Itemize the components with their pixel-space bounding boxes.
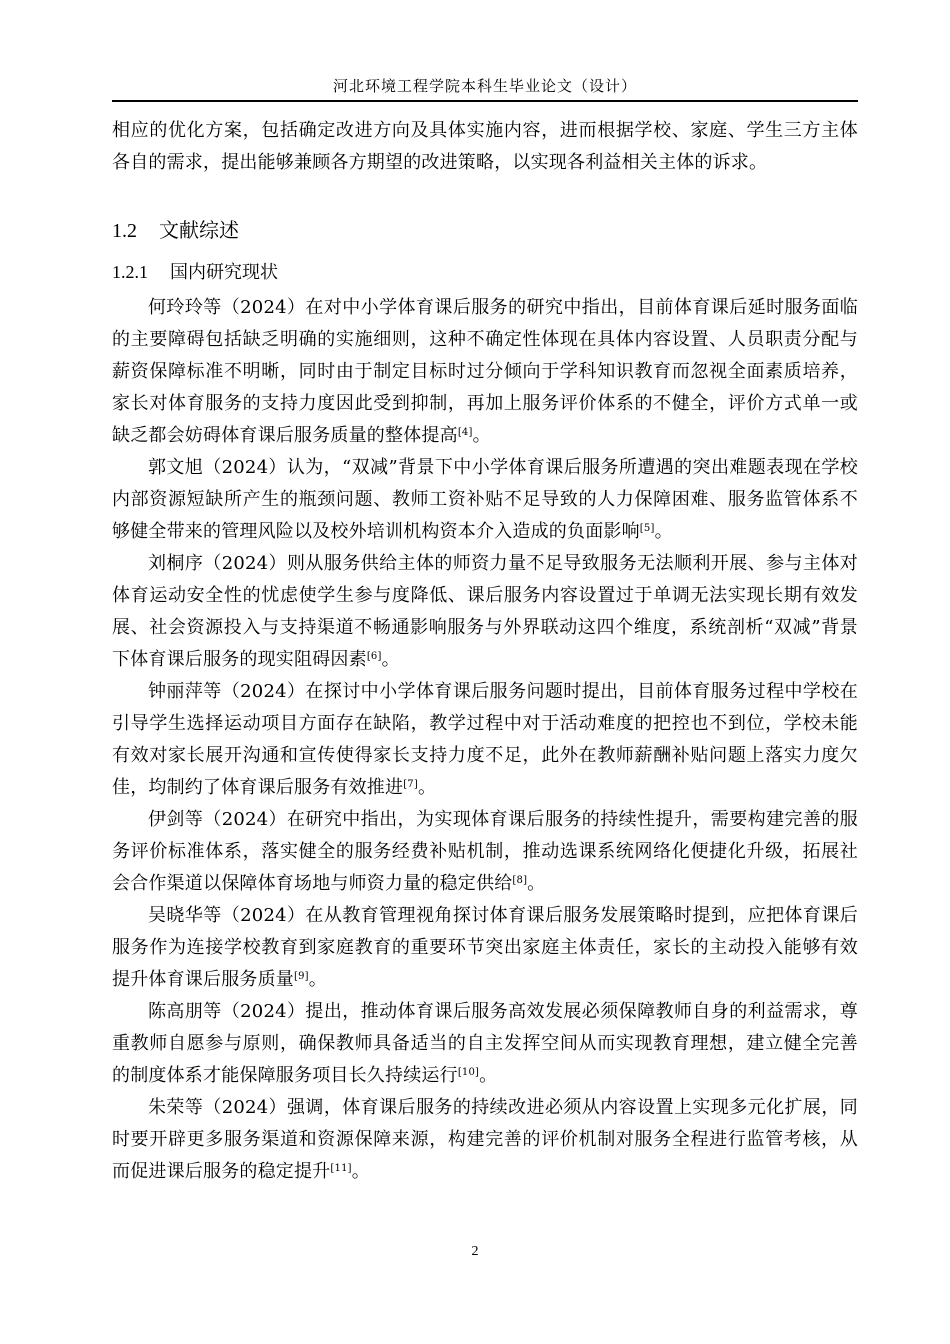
body-paragraph [112, 676, 858, 804]
paragraph-text: 陈高朋等（2024）提出，推动体育课后服务高效发展必须保障教师自身的利益需求，尊重教师自愿参与原则，确保教师具备适当的自主发挥空间从而实现教育理想，建立健全完善的制度体系才能保障服务项目长久持续运行 [112, 1001, 858, 1086]
paragraph-text: 吴晓华等（2024）在从教育管理视角探讨体育课后服务发展策略时提到，应把体育课后服务作为连接学校教育到家庭教育的重要环节突出家庭主体责任，家长的主动投入能够有效提升体育课后服务质量 [112, 905, 858, 990]
paragraph-end: 。 [351, 1161, 370, 1182]
body-paragraph [112, 900, 858, 996]
paragraph-end: 。 [381, 649, 400, 670]
paragraph-text: 郭文旭（2024）认为，“双减”背景下中小学体育课后服务所遭遇的突出难题表现在学校内部资源短缺所产生的瓶颈问题、教师工资补贴不足导致的人力保障困难、服务监管体系不够健全带来的管理风险以及校外培训机构资本介入造成的负面影响 [112, 457, 858, 542]
body-paragraph [112, 452, 858, 548]
citation-ref: [11] [330, 1163, 352, 1174]
section-number: 1.2 [112, 220, 137, 242]
citation-ref: [5] [639, 523, 655, 534]
subsection-title: 国内研究现状 [170, 262, 278, 283]
citation-ref: [8] [512, 875, 528, 886]
running-header: 河北环境工程学院本科生毕业论文（设计） [332, 77, 637, 95]
section-heading [112, 216, 858, 245]
section-title: 文献综述 [159, 218, 239, 242]
body-paragraph [112, 804, 858, 900]
subsection-heading [112, 259, 858, 286]
citation-ref: [7] [403, 779, 418, 790]
header-rule [112, 100, 858, 102]
citation-ref: [9] [294, 971, 309, 982]
paragraph-text: 钟丽萍等（2024）在探讨中小学体育课后服务问题时提出，目前体育服务过程中学校在引导学生选择运动项目方面存在缺陷，教学过程中对于活动难度的把控也不到位，学校未能有效对家长展开沟通和宣传使得家长支持力度不足，此外在教师薪酬补贴问题上落实力度欠佳，均制约了体育课后服务有效推进 [112, 681, 858, 798]
paragraph-text: 伊剑等（2024）在研究中指出，为实现体育课后服务的持续性提升，需要构建完善的服务评价标准体系，落实健全的服务经费补贴机制，推动选课系统网络化便捷化升级，拓展社会合作渠道以保障体育场地与师资力量的稳定供给 [112, 809, 858, 894]
citation-ref: [10] [457, 1067, 480, 1078]
paragraph-end: 。 [479, 1065, 498, 1086]
paragraph-end: 。 [472, 425, 491, 446]
paragraph-end: 。 [417, 777, 437, 798]
page-body [112, 115, 858, 1188]
body-paragraph [112, 996, 858, 1092]
paragraph-end: 。 [654, 521, 673, 542]
citation-ref: [6] [366, 651, 382, 662]
paragraph-text: 何玲玲等（2024）在对中小学体育课后服务的研究中指出，目前体育课后延时服务面临的主要障碍包括缺乏明确的实施细则，这种不确定性体现在具体内容设置、人员职责分配与薪资保障标准不明晰，同时由于制定目标时过分倾向于学科知识教育而忽视全面素质培养，家长对体育服务的支持力度因此受到抑制，再加上服务评价体系的不健全，评价方式单一或缺乏都会妨碍体育课后服务质量的整体提高 [112, 297, 858, 446]
paragraph-text: 朱荣等（2024）强调，体育课后服务的持续改进必须从内容设置上实现多元化扩展，同时要开辟更多服务渠道和资源保障来源，构建完善的评价机制对服务全程进行监管考核，从而促进课后服务的稳定提升 [112, 1097, 858, 1182]
subsection-number: 1.2.1 [112, 262, 148, 282]
paragraph-end: 。 [527, 873, 546, 894]
page-number: 2 [471, 1244, 479, 1259]
citation-ref: [4] [457, 427, 473, 438]
paragraph-text: 刘桐序（2024）则从服务供给主体的师资力量不足导致服务无法顺利开展、参与主体对体育运动安全性的忧虑使学生参与度降低、课后服务内容设置过于单调无法实现长期有效发展、社会资源投入与支持渠道不畅通影响服务与外界联动这四个维度，系统剖析“双减”背景下体育课后服务的现实阻碍因素 [112, 553, 858, 670]
intro-paragraph: 相应的优化方案，包括确定改进方向及具体实施内容，进而根据学校、家庭、学生三方主体各自的需求，提出能够兼顾各方期望的改进策略，以实现各利益相关主体的诉求。 [112, 120, 858, 173]
body-paragraph [112, 548, 858, 676]
paragraph-end: 。 [308, 969, 327, 990]
body-paragraph [112, 292, 858, 452]
body-paragraph [112, 1092, 858, 1188]
